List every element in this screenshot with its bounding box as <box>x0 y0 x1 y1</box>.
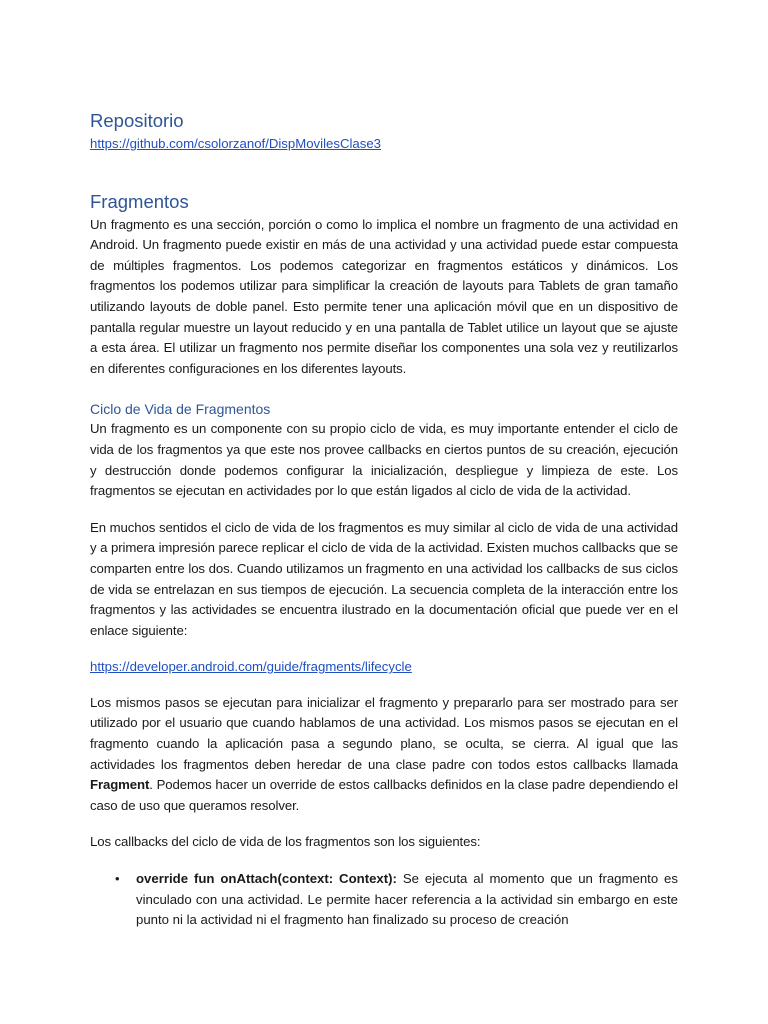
document-content <box>90 108 678 931</box>
callbacks-list <box>90 869 678 931</box>
paragraph-3-text-a: Los mismos pasos se ejecutan para inicializar el fragmento y prepararlo para ser mostrado para ser utilizado por el usuario que cuando hablamos de una actividad. Los mismos pasos se ejecutan en el fragmento cuando la aplicación pasa a segundo plano, se oculta, se cierra. Al igual que las actividades los fragmentos deben heredar de una clase padre con todos estos callbacks llamada <box>90 694 678 772</box>
lifecycle-doc-link[interactable]: https://developer.android.com/guide/fragments/lifecycle <box>90 659 412 675</box>
paragraph-3-text-b: . Podemos hacer un override de estos callbacks definidos en la clase padre dependiendo el caso de uso que queramos resolver. <box>90 777 678 813</box>
repo-link[interactable]: https://github.com/csolorzanof/DispMovilesClase3 <box>90 136 381 151</box>
heading-fragmentos: Fragmentos <box>90 190 189 212</box>
heading-repositorio: Repositorio <box>90 110 184 131</box>
bullet-icon: • <box>115 871 120 887</box>
lifecycle-paragraph-1: Un fragmento es un componente con su propio ciclo de vida, es muy importante entender el ciclo de vida de los fragmentos ya que este nos provee callbacks en ciertos puntos de su creación, ejecución y destrucción donde podemos configurar la inicialización, despliegue y limpieza de este. Los fragmentos se ejecutan en actividades por lo que están ligados al ciclo de vida de la actividad. <box>90 421 678 499</box>
list-item <box>115 869 678 931</box>
callback-signature: override fun onAttach(context: Context): <box>136 871 397 887</box>
lifecycle-paragraph-4: Los callbacks del ciclo de vida de los fragmentos son los siguientes: <box>90 834 481 850</box>
callback-description: Se ejecuta al momento que un fragmento es vinculado con una actividad. Le permite hacer referencia a la actividad sin embargo en este punto ni la actividad ni el fragmento han finalizado su proceso de creación <box>136 871 678 928</box>
heading-ciclo-de-vida: Ciclo de Vida de Fragmentos <box>90 401 271 418</box>
lifecycle-paragraph-3 <box>90 693 678 817</box>
lifecycle-paragraph-2: En muchos sentidos el ciclo de vida de los fragmentos es muy similar al ciclo de vida de una actividad y a primera impresión parece replicar el ciclo de vida de la actividad. Existen muchos callbacks que se comparten entre los dos. Cuando utilizamos un fragmento en una actividad los callbacks de sus ciclos de vida se entrelazan en sus tiempos de ejecución. La secuencia completa de la interacción entre los fragmentos y las actividades se encuentra ilustrado en la documentación oficial que puede ver en el enlace siguiente: <box>90 519 678 638</box>
fragments-paragraph: Un fragmento es una sección, porción o como lo implica el nombre un fragmento de una actividad en Android. Un fragmento puede existir en más de una actividad y una actividad puede estar compuesta de múltiples fragmentos. Los podemos categorizar en fragmentos estáticos y dinámicos. Los fragmentos los podemos utilizar para simplificar la creación de layouts para Tablets de gran tamaño utilizando layouts de doble panel. Esto permite tener una aplicación móvil que en un dispositivo de pantalla regular muestre un layout reducido y en una pantalla de Tablet utilice un layout que se ajuste a esta área. El utilizar un fragmento nos permite diseñar los componentes una sola vez y reutilizarlos en diferentes configuraciones en los diferentes layouts. <box>90 216 678 376</box>
fragment-class-name: Fragment <box>90 777 150 793</box>
